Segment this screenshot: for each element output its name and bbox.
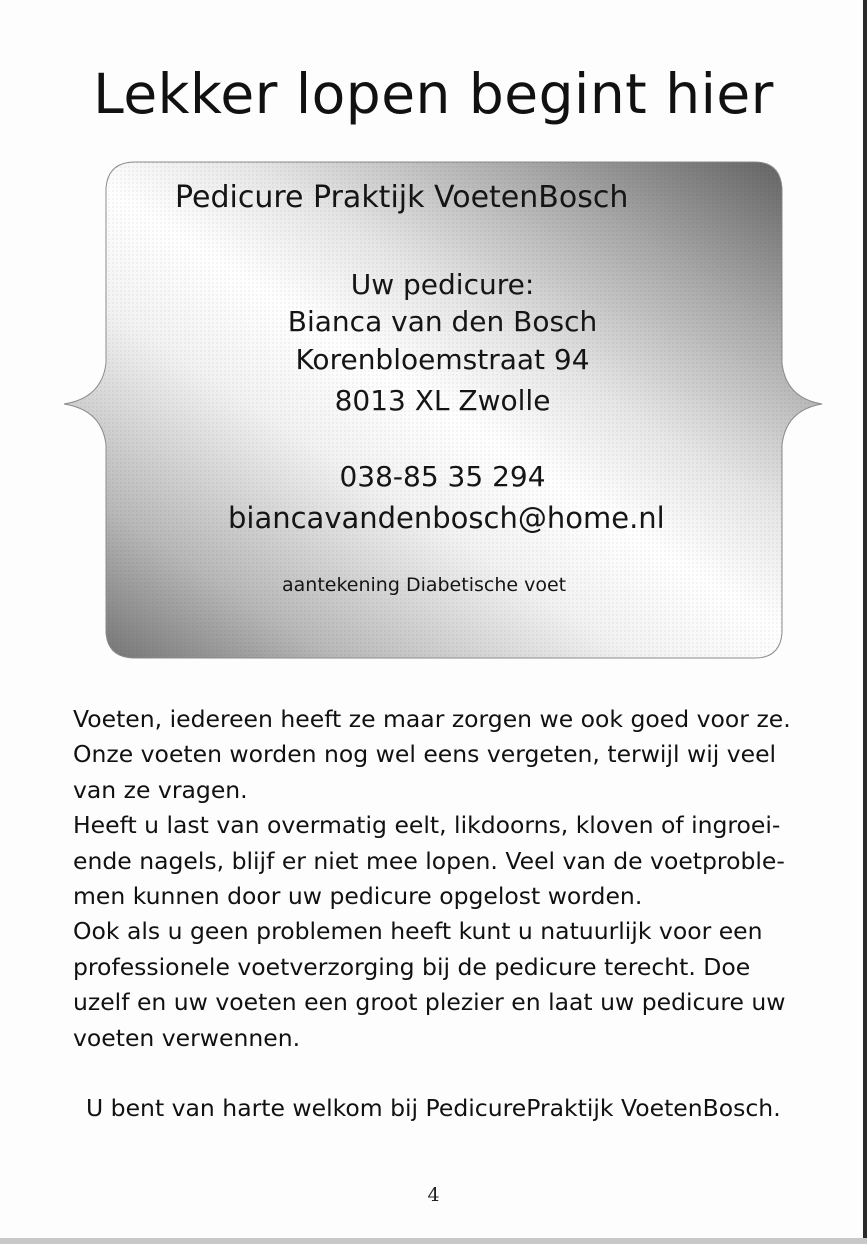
page-title: Lekker lopen begint hier: [93, 62, 774, 126]
pedicure-name: Bianca van den Bosch: [287, 305, 598, 338]
text-line: van ze vragen.: [73, 775, 248, 804]
scan-edge-right: [863, 0, 867, 1244]
card-content: [60, 158, 825, 663]
welcome-line: U bent van harte welkom bij PedicurePraktijk VoetenBosch.: [86, 1094, 781, 1122]
diabetic-foot-note: aantekening Diabetische voet: [282, 574, 567, 596]
pedicure-label: Uw pedicure:: [350, 268, 535, 301]
practice-name: Pedicure Praktijk VoetenBosch: [175, 180, 629, 215]
text-line: men kunnen door uw pedicure opgelost worden.: [73, 882, 643, 911]
text-line: Voeten, iedereen heeft ze maar zorgen we ook goed voor ze.: [73, 705, 791, 733]
text-line: Onze voeten worden nog wel eens vergeten, terwijl wij veel: [73, 740, 777, 769]
text-line: uzelf en uw voeten een groot plezier en laat uw pedicure uw: [73, 988, 786, 1017]
page-number: 4: [427, 1184, 440, 1206]
text-line: Heeft u last van overmatig eelt, likdoorns, kloven of ingroei-: [73, 811, 781, 840]
email-address: biancavandenbosch@home.nl: [228, 501, 665, 535]
postal-city: 8013 XL Zwolle: [334, 384, 551, 417]
phone-number: 038-85 35 294: [339, 460, 546, 493]
text-line: Ook als u geen problemen heeft kunt u natuurlijk voor een: [73, 917, 763, 946]
text-line: voeten verwennen.: [73, 1023, 301, 1052]
text-line: ende nagels, blijf er niet mee lopen. Veel van de voetproble-: [73, 846, 785, 875]
text-line: professionele voetverzorging bij de pedicure terecht. Doe: [73, 952, 751, 981]
scan-edge-bottom: [0, 1238, 867, 1244]
intro-paragraph: [73, 702, 813, 1056]
street-address: Korenbloemstraat 94: [295, 343, 590, 376]
